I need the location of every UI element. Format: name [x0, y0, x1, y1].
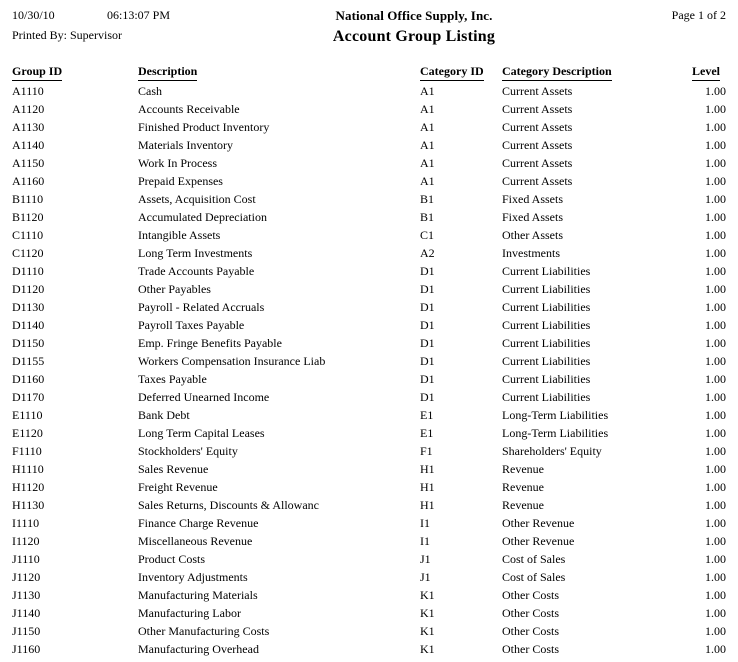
cell-group-id: D1130: [12, 300, 45, 314]
cell-category-id: D1: [420, 318, 435, 332]
cell-group-id: D1150: [12, 336, 45, 350]
cell-description: Other Manufacturing Costs: [138, 624, 270, 638]
cell-level: 1.00: [705, 426, 726, 440]
cell-description: Long Term Investments: [138, 246, 253, 260]
cell-category-description: Revenue: [502, 480, 544, 494]
cell-group-id: I1110: [12, 516, 40, 530]
cell-group-id: B1110: [12, 192, 44, 206]
printed-by: Printed By: Supervisor: [12, 28, 122, 42]
cell-category-id: A1: [420, 174, 435, 188]
cell-level: 1.00: [705, 534, 726, 548]
report-header-second: [12, 28, 726, 46]
cell-category-description: Current Liabilities: [502, 354, 591, 368]
table-row: [12, 424, 726, 442]
cell-description: Intangible Assets: [138, 228, 221, 242]
column-header-level: [692, 64, 726, 82]
cell-description: Payroll Taxes Payable: [138, 318, 245, 332]
cell-group-id: D1140: [12, 318, 45, 332]
cell-group-id: A1140: [12, 138, 45, 152]
cell-level: 1.00: [705, 408, 726, 422]
cell-description: Finished Product Inventory: [138, 120, 270, 134]
cell-category-description: Other Costs: [502, 642, 559, 656]
cell-category-id: H1: [420, 462, 435, 476]
cell-group-id: D1120: [12, 282, 45, 296]
cell-category-description: Current Liabilities: [502, 282, 591, 296]
cell-description: Accounts Receivable: [138, 102, 240, 116]
cell-description: Accumulated Depreciation: [138, 210, 267, 224]
table-row: [12, 208, 726, 226]
company-name: National Office Supply, Inc.: [335, 8, 493, 23]
cell-group-id: A1120: [12, 102, 45, 116]
cell-category-description: Current Liabilities: [502, 318, 591, 332]
cell-group-id: E1120: [12, 426, 43, 440]
cell-group-id: D1155: [12, 354, 45, 368]
cell-category-id: D1: [420, 336, 435, 350]
cell-level: 1.00: [705, 588, 726, 602]
account-group-table: [12, 64, 726, 658]
cell-group-id: J1140: [12, 606, 41, 620]
cell-description: Inventory Adjustments: [138, 570, 248, 584]
cell-level: 1.00: [705, 300, 726, 314]
table-row: [12, 136, 726, 154]
cell-group-id: J1130: [12, 588, 41, 602]
cell-category-id: J1: [420, 570, 431, 584]
cell-level: 1.00: [705, 102, 726, 116]
cell-category-description: Current Assets: [502, 120, 573, 134]
cell-group-id: A1110: [12, 84, 44, 98]
cell-category-description: Current Liabilities: [502, 336, 591, 350]
cell-level: 1.00: [705, 624, 726, 638]
report-date: 10/30/10: [12, 8, 55, 22]
table-row: [12, 118, 726, 136]
cell-level: 1.00: [705, 390, 726, 404]
company-name-block: [222, 8, 606, 24]
cell-category-description: Current Assets: [502, 84, 573, 98]
table-row: [12, 244, 726, 262]
cell-group-id: D1110: [12, 264, 44, 278]
cell-level: 1.00: [705, 228, 726, 242]
cell-category-id: K1: [420, 588, 435, 602]
cell-category-description: Current Liabilities: [502, 390, 591, 404]
cell-level: 1.00: [705, 516, 726, 530]
table-row: [12, 460, 726, 478]
cell-category-description: Current Liabilities: [502, 372, 591, 386]
table-row: [12, 478, 726, 496]
cell-description: Other Payables: [138, 282, 211, 296]
column-header-level-label: Level: [692, 64, 720, 81]
table-row: [12, 550, 726, 568]
cell-category-description: Other Costs: [502, 624, 559, 638]
cell-category-id: H1: [420, 498, 435, 512]
cell-description: Prepaid Expenses: [138, 174, 223, 188]
cell-category-id: A1: [420, 84, 435, 98]
column-header-group-id: [12, 64, 138, 82]
cell-category-id: J1: [420, 552, 431, 566]
cell-group-id: J1150: [12, 624, 41, 638]
cell-category-id: A1: [420, 120, 435, 134]
cell-level: 1.00: [705, 354, 726, 368]
cell-category-description: Cost of Sales: [502, 552, 566, 566]
column-header-category-id: [420, 64, 502, 82]
cell-group-id: A1130: [12, 120, 45, 134]
cell-category-description: Current Liabilities: [502, 264, 591, 278]
cell-category-id: C1: [420, 228, 435, 242]
table-row: [12, 280, 726, 298]
cell-category-id: K1: [420, 642, 435, 656]
cell-category-id: E1: [420, 426, 434, 440]
cell-category-id: D1: [420, 300, 435, 314]
cell-group-id: A1160: [12, 174, 45, 188]
table-row: [12, 262, 726, 280]
table-row: [12, 298, 726, 316]
column-header-description: [138, 64, 420, 82]
cell-category-description: Shareholders' Equity: [502, 444, 602, 458]
table-row: [12, 388, 726, 406]
cell-category-id: B1: [420, 192, 435, 206]
cell-description: Work In Process: [138, 156, 218, 170]
cell-description: Finance Charge Revenue: [138, 516, 259, 530]
cell-category-description: Fixed Assets: [502, 210, 564, 224]
cell-category-description: Current Liabilities: [502, 300, 591, 314]
cell-category-description: Other Assets: [502, 228, 563, 242]
cell-description: Trade Accounts Payable: [138, 264, 255, 278]
cell-level: 1.00: [705, 282, 726, 296]
column-header-group-id-label: Group ID: [12, 64, 62, 81]
cell-level: 1.00: [705, 120, 726, 134]
cell-category-id: E1: [420, 408, 434, 422]
cell-category-description: Cost of Sales: [502, 570, 566, 584]
cell-description: Sales Revenue: [138, 462, 209, 476]
cell-level: 1.00: [705, 210, 726, 224]
cell-category-id: A2: [420, 246, 435, 260]
cell-description: Miscellaneous Revenue: [138, 534, 253, 548]
cell-level: 1.00: [705, 156, 726, 170]
cell-description: Manufacturing Overhead: [138, 642, 259, 656]
cell-group-id: D1160: [12, 372, 45, 386]
table-row: [12, 226, 726, 244]
table-row: [12, 586, 726, 604]
table-row: [12, 532, 726, 550]
cell-description: Assets, Acquisition Cost: [138, 192, 256, 206]
cell-group-id: F1110: [12, 444, 42, 458]
table-row: [12, 604, 726, 622]
column-header-category-description: [502, 64, 692, 82]
cell-level: 1.00: [705, 318, 726, 332]
cell-category-id: K1: [420, 624, 435, 638]
cell-category-description: Current Assets: [502, 102, 573, 116]
cell-category-description: Other Costs: [502, 606, 559, 620]
cell-level: 1.00: [705, 552, 726, 566]
table-row: [12, 496, 726, 514]
cell-level: 1.00: [705, 264, 726, 278]
cell-description: Emp. Fringe Benefits Payable: [138, 336, 282, 350]
cell-category-id: D1: [420, 264, 435, 278]
cell-group-id: B1120: [12, 210, 44, 224]
table-row: [12, 370, 726, 388]
report-time: 06:13:07 PM: [107, 8, 171, 22]
cell-level: 1.00: [705, 192, 726, 206]
cell-group-id: H1130: [12, 498, 45, 512]
cell-level: 1.00: [705, 498, 726, 512]
cell-level: 1.00: [705, 174, 726, 188]
column-header-category-description-label: Category Description: [502, 64, 612, 81]
cell-description: Long Term Capital Leases: [138, 426, 265, 440]
cell-category-id: A1: [420, 156, 435, 170]
cell-level: 1.00: [705, 480, 726, 494]
cell-category-description: Other Costs: [502, 588, 559, 602]
cell-description: Cash: [138, 84, 162, 98]
cell-description: Manufacturing Materials: [138, 588, 258, 602]
cell-category-description: Revenue: [502, 498, 544, 512]
table-row: [12, 172, 726, 190]
cell-category-id: A1: [420, 102, 435, 116]
table-row: [12, 82, 726, 100]
table-header: [12, 64, 726, 82]
cell-level: 1.00: [705, 336, 726, 350]
cell-description: Sales Returns, Discounts & Allowanc: [138, 498, 319, 512]
page-title: Account Group Listing: [332, 28, 496, 45]
cell-level: 1.00: [705, 642, 726, 656]
cell-description: Product Costs: [138, 552, 206, 566]
cell-description: Bank Debt: [138, 408, 190, 422]
cell-group-id: C1120: [12, 246, 44, 260]
cell-description: Manufacturing Labor: [138, 606, 241, 620]
header-datetime: [12, 8, 222, 23]
cell-description: Materials Inventory: [138, 138, 233, 152]
cell-category-description: Long-Term Liabilities: [502, 426, 609, 440]
cell-category-id: D1: [420, 282, 435, 296]
cell-level: 1.00: [705, 84, 726, 98]
cell-category-id: H1: [420, 480, 435, 494]
table-row: [12, 640, 726, 658]
cell-level: 1.00: [705, 462, 726, 476]
cell-description: Deferred Unearned Income: [138, 390, 270, 404]
cell-category-description: Fixed Assets: [502, 192, 564, 206]
table-row: [12, 100, 726, 118]
table-row: [12, 316, 726, 334]
cell-category-description: Other Revenue: [502, 516, 575, 530]
cell-category-id: D1: [420, 390, 435, 404]
table-body: [12, 82, 726, 658]
cell-group-id: J1110: [12, 552, 40, 566]
cell-group-id: A1150: [12, 156, 45, 170]
cell-category-id: D1: [420, 354, 435, 368]
cell-group-id: D1170: [12, 390, 45, 404]
report-header-top: [12, 8, 726, 24]
cell-level: 1.00: [705, 246, 726, 260]
cell-group-id: J1160: [12, 642, 41, 656]
cell-group-id: I1120: [12, 534, 40, 548]
table-row: [12, 190, 726, 208]
table-row: [12, 622, 726, 640]
column-header-description-label: Description: [138, 64, 197, 81]
cell-group-id: C1110: [12, 228, 44, 242]
cell-level: 1.00: [705, 138, 726, 152]
table-row: [12, 568, 726, 586]
cell-category-id: K1: [420, 606, 435, 620]
cell-category-description: Current Assets: [502, 174, 573, 188]
cell-level: 1.00: [705, 372, 726, 386]
cell-category-description: Revenue: [502, 462, 544, 476]
cell-level: 1.00: [705, 606, 726, 620]
cell-description: Taxes Payable: [138, 372, 207, 386]
cell-category-id: I1: [420, 516, 430, 530]
cell-description: Freight Revenue: [138, 480, 218, 494]
cell-level: 1.00: [705, 570, 726, 584]
cell-category-description: Investments: [502, 246, 560, 260]
table-header-row: [12, 64, 726, 82]
cell-category-description: Other Revenue: [502, 534, 575, 548]
cell-description: Workers Compensation Insurance Liab: [138, 354, 326, 368]
table-row: [12, 334, 726, 352]
cell-category-description: Long-Term Liabilities: [502, 408, 609, 422]
column-header-category-id-label: Category ID: [420, 64, 484, 81]
cell-level: 1.00: [705, 444, 726, 458]
cell-category-id: A1: [420, 138, 435, 152]
cell-description: Stockholders' Equity: [138, 444, 238, 458]
cell-group-id: H1110: [12, 462, 44, 476]
cell-category-description: Current Assets: [502, 138, 573, 152]
table-row: [12, 352, 726, 370]
page-number: Page 1 of 2: [671, 8, 726, 22]
cell-category-id: F1: [420, 444, 433, 458]
table-row: [12, 406, 726, 424]
cell-category-description: Current Assets: [502, 156, 573, 170]
cell-group-id: E1110: [12, 408, 43, 422]
cell-category-id: I1: [420, 534, 430, 548]
cell-category-id: B1: [420, 210, 435, 224]
cell-group-id: J1120: [12, 570, 41, 584]
table-row: [12, 154, 726, 172]
table-row: [12, 514, 726, 532]
cell-description: Payroll - Related Accruals: [138, 300, 265, 314]
cell-category-id: D1: [420, 372, 435, 386]
cell-group-id: H1120: [12, 480, 45, 494]
table-row: [12, 442, 726, 460]
